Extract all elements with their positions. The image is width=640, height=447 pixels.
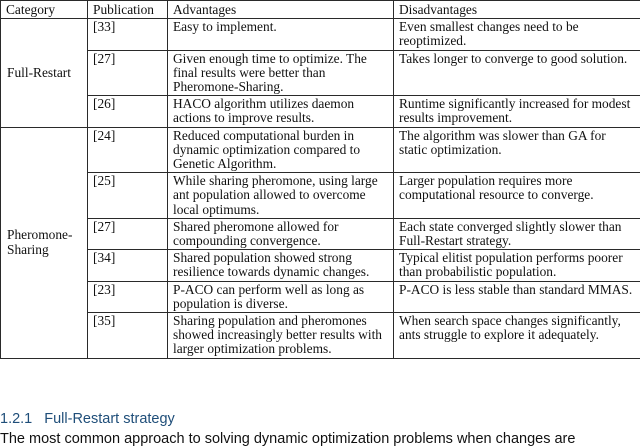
header-advantages: Advantages [168, 1, 394, 19]
disadvantage-cell: Runtime significantly increased for modest results improvement. [394, 96, 640, 127]
table-row [1, 19, 640, 50]
header-disadvantages: Disadvantages [394, 1, 640, 19]
disadvantage-cell: Takes longer to converge to good solution. [394, 50, 640, 96]
advantage-cell: Sharing population and pheromones showed increasingly better results with larger optimization problems. [168, 313, 394, 359]
publication-ref: [35] [88, 313, 168, 359]
category-pheromone-sharing: Pheromone-Sharing [1, 127, 88, 358]
advantage-cell: Easy to implement. [168, 19, 394, 50]
table-row [1, 313, 640, 359]
table-row [1, 218, 640, 249]
publication-ref: [25] [88, 173, 168, 219]
category-full-restart: Full-Restart [1, 19, 88, 127]
table-row [1, 250, 640, 281]
disadvantage-cell: When search space changes significantly, ants struggle to explore it adequately. [394, 313, 640, 359]
advantage-cell: P-ACO can perform well as long as population is diverse. [168, 281, 394, 312]
disadvantage-cell: Each state converged slightly slower than Full-Restart strategy. [394, 218, 640, 249]
publication-ref: [27] [88, 218, 168, 249]
publication-ref: [34] [88, 250, 168, 281]
table-row [1, 281, 640, 312]
advantage-cell: Shared population showed strong resilience towards dynamic changes. [168, 250, 394, 281]
disadvantage-cell: P-ACO is less stable than standard MMAS. [394, 281, 640, 312]
header-publication: Publication [88, 1, 168, 19]
header-category: Category [1, 1, 88, 19]
disadvantage-cell: Typical elitist population performs poorer than probabilistic population. [394, 250, 640, 281]
section-title: Full-Restart strategy [44, 411, 175, 427]
disadvantage-cell: Even smallest changes need to be reoptimized. [394, 19, 640, 50]
section-heading [0, 411, 175, 427]
table-row [1, 127, 640, 173]
publication-ref: [33] [88, 19, 168, 50]
table-row [1, 173, 640, 219]
table-header-row [1, 1, 640, 19]
advantage-cell: Given enough time to optimize. The final results were better than Pheromone-Sharing. [168, 50, 394, 96]
table-row [1, 96, 640, 127]
disadvantage-cell: Larger population requires more computational resource to converge. [394, 173, 640, 219]
advantage-cell: While sharing pheromone, using large ant population allowed to overcome local optimums. [168, 173, 394, 219]
publication-ref: [24] [88, 127, 168, 173]
body-paragraph: The most common approach to solving dynamic optimization problems when changes are [0, 431, 576, 447]
publication-ref: [26] [88, 96, 168, 127]
publication-ref: [27] [88, 50, 168, 96]
advantage-cell: Reduced computational burden in dynamic optimization compared to Genetic Algorithm. [168, 127, 394, 173]
disadvantage-cell: The algorithm was slower than GA for static optimization. [394, 127, 640, 173]
advantage-cell: HACO algorithm utilizes daemon actions to improve results. [168, 96, 394, 127]
advantage-cell: Shared pheromone allowed for compounding convergence. [168, 218, 394, 249]
section-number: 1.2.1 [0, 411, 33, 427]
table-row [1, 50, 640, 96]
publication-ref: [23] [88, 281, 168, 312]
